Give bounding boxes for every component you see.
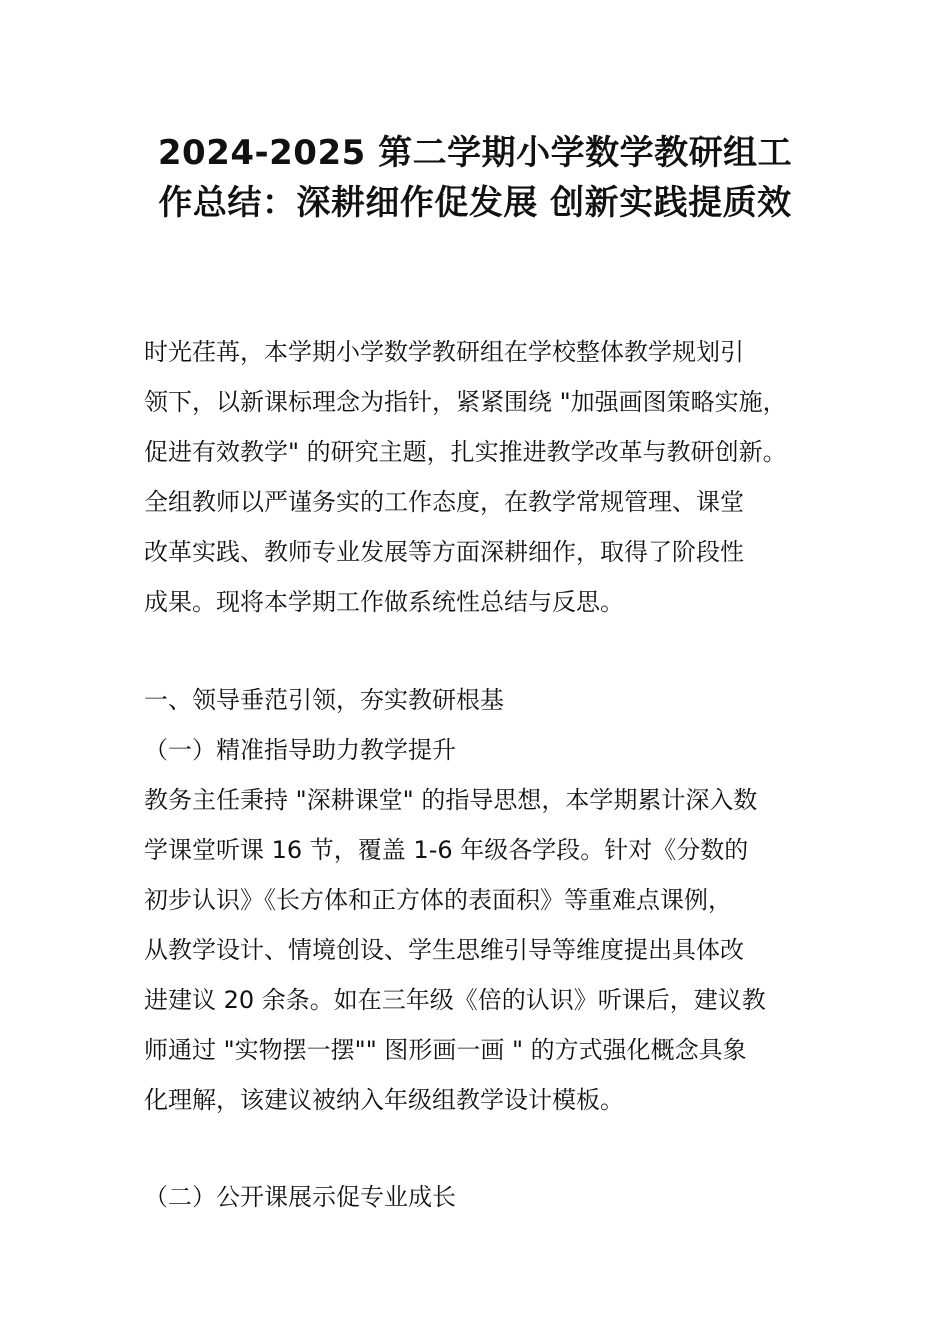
intro-paragraph [144, 327, 834, 627]
paragraph-line: 师通过 "实物摆一摆"" 图形画一画 " 的方式强化概念具象 [144, 1036, 747, 1064]
subsection-paragraph [144, 775, 834, 1125]
intro-line: 促进有效教学" 的研究主题，扎实推进教学改革与教研创新。 [144, 438, 787, 466]
paragraph-line: 教务主任秉持 "深耕课堂" 的指导思想，本学期累计深入数 [144, 786, 758, 814]
paragraph-line: 学课堂听课 16 节，覆盖 1-6 年级各学段。针对《分数的 [144, 836, 749, 864]
paragraph-line: 化理解，该建议被纳入年级组教学设计模板。 [144, 1086, 624, 1114]
paragraph-line: 从教学设计、情境创设、学生思维引导等维度提出具体改 [144, 936, 744, 964]
subsection-heading: （一）精准指导助力教学提升 [144, 736, 456, 764]
intro-line: 全组教师以严谨务实的工作态度，在教学常规管理、课堂 [144, 488, 744, 516]
document-title [130, 128, 820, 228]
intro-line: 成果。现将本学期工作做系统性总结与反思。 [144, 588, 624, 616]
subsection-heading: （二）公开课展示促专业成长 [144, 1183, 456, 1211]
title-line: 作总结：深耕细作促发展 创新实践提质效 [158, 183, 792, 223]
paragraph-line: 初步认识》《长方体和正方体的表面积》等重难点课例， [144, 886, 732, 914]
title-line: 2024-2025 第二学期小学数学教研组工 [157, 133, 793, 173]
paragraph-line: 进建议 20 余条。如在三年级《倍的认识》听课后，建议教 [144, 986, 766, 1014]
intro-line: 改革实践、教师专业发展等方面深耕细作，取得了阶段性 [144, 538, 744, 566]
section-heading: 一、领导垂范引领，夯实教研根基 [144, 686, 504, 714]
intro-line: 领下，以新课标理念为指针，紧紧围绕 "加强画图策略实施， [144, 388, 787, 416]
intro-line: 时光荏苒，本学期小学数学教研组在学校整体教学规划引 [144, 338, 744, 366]
